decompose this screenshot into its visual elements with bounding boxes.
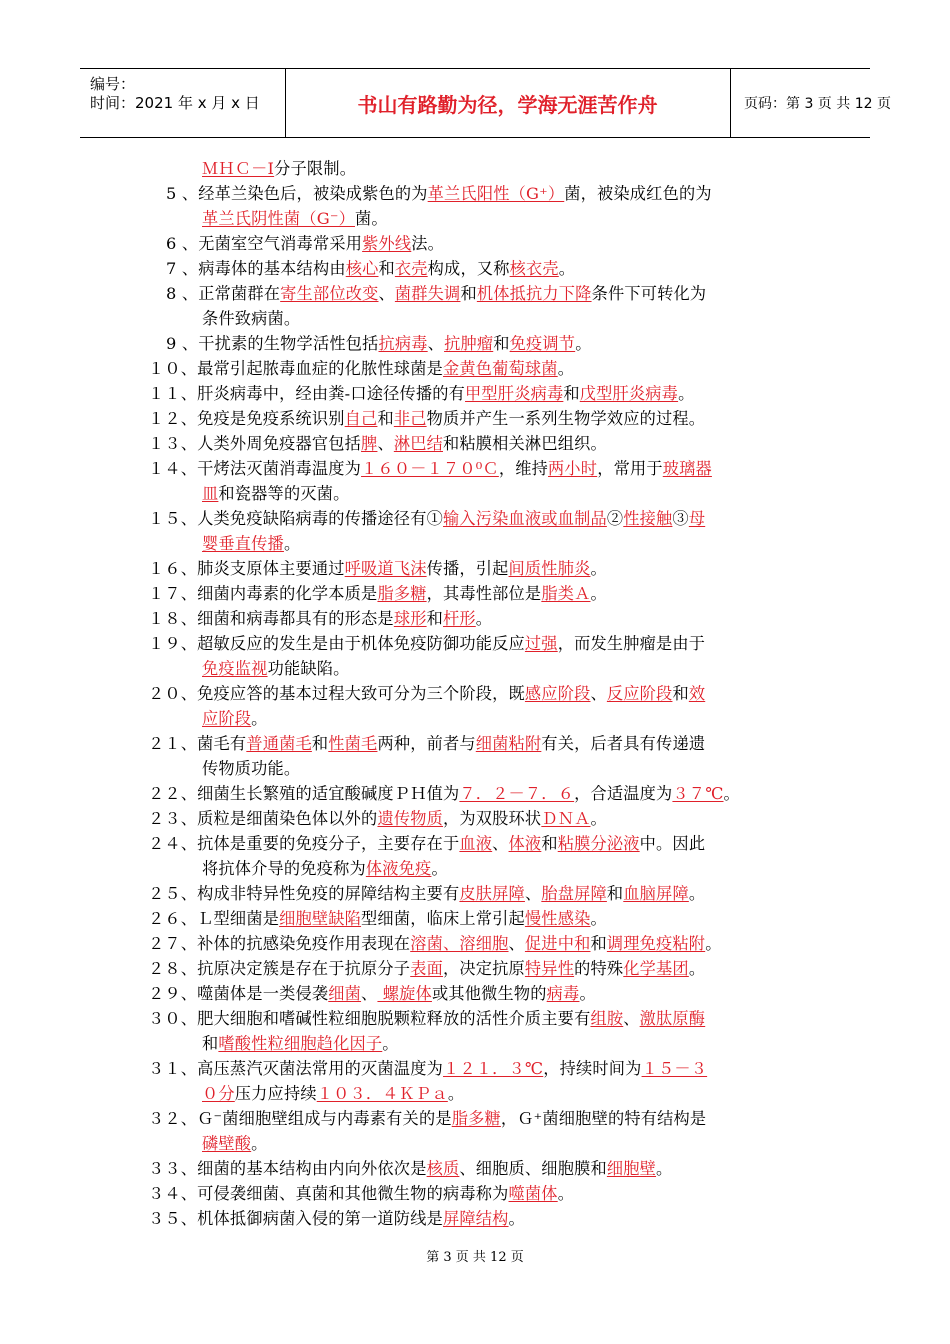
text-line xyxy=(148,681,705,706)
question-text: ，合适温度为 xyxy=(574,784,673,803)
answer-text: ＤＮＡ xyxy=(541,809,591,828)
question-text: 和 xyxy=(377,409,394,428)
answer-text: 金黄色葡萄球菌 xyxy=(442,359,558,378)
text-line xyxy=(148,431,607,456)
answer-text: 婴垂直传播 xyxy=(202,534,284,553)
text-line xyxy=(148,981,596,1006)
answer-text: １０３．４ＫＰａ xyxy=(316,1084,448,1103)
answer-text: 慢性感染 xyxy=(524,909,591,928)
question-text: １９、超敏反应的发生是由于机体免疫防御功能反应 xyxy=(148,634,525,653)
question-text: 。 xyxy=(508,1209,525,1228)
question-text: ２１、菌毛有 xyxy=(148,734,247,753)
answer-text: ０分 xyxy=(202,1084,235,1103)
text-line xyxy=(148,1206,525,1231)
answer-text: 母 xyxy=(688,509,706,528)
question-text: 5 、经革兰染色后，被染成紫色的为 xyxy=(166,184,428,203)
question-text: 。 xyxy=(475,609,493,628)
answer-text: 寄生部位改变 xyxy=(280,284,379,303)
answer-text: 化学基团 xyxy=(623,959,689,978)
answer-text: 溶菌、溶细胞 xyxy=(410,934,509,953)
question-text: 或其他微生物的 xyxy=(431,984,547,1003)
question-text: ② xyxy=(606,509,624,528)
question-text: ，常用于 xyxy=(597,459,663,478)
text-line xyxy=(202,1031,399,1056)
question-text: 有关，后者具有传递遗 xyxy=(541,734,706,753)
answer-text: 抗肿瘤 xyxy=(444,334,494,353)
question-text: 。 xyxy=(251,709,268,728)
page-header xyxy=(80,68,891,138)
question-text: １４、干烤法灭菌消毒温度为 xyxy=(148,459,362,478)
text-line xyxy=(202,1081,464,1106)
text-line xyxy=(202,706,268,731)
answer-text: 间质性肺炎 xyxy=(508,559,591,578)
answer-text: ＭＨＣ－Ⅰ xyxy=(202,159,275,178)
question-text: 和 xyxy=(606,884,624,903)
text-line xyxy=(148,1106,706,1131)
question-text: 中。因此 xyxy=(639,834,706,853)
question-text: 和 xyxy=(426,609,443,628)
text-line xyxy=(202,756,300,781)
text-line xyxy=(148,931,722,956)
text-line xyxy=(148,731,705,756)
question-text: 。 xyxy=(688,959,706,978)
question-text: ，为双股环状 xyxy=(443,809,542,828)
answer-text: 皿 xyxy=(202,484,219,503)
answer-text: 螺旋体 xyxy=(377,984,432,1003)
answer-text: 球形 xyxy=(393,609,427,628)
question-text: ２０、免疫应答的基本过程大致可分为三个阶段，既 xyxy=(148,684,525,703)
question-text: 的特殊 xyxy=(574,959,624,978)
question-text: 两种，前者与 xyxy=(377,734,476,753)
text-line xyxy=(166,256,575,281)
answer-text: 皮肤屏障 xyxy=(459,884,525,903)
text-line xyxy=(148,631,705,656)
question-text: ２３、质粒是细菌染色体以外的 xyxy=(148,809,378,828)
question-text: 分子限制。 xyxy=(274,159,357,178)
text-line xyxy=(202,531,300,556)
question-text: 和 xyxy=(541,834,558,853)
text-line xyxy=(148,556,607,581)
question-text: 。 xyxy=(557,359,575,378)
question-text: 、 xyxy=(377,434,394,453)
question-text: 、 xyxy=(590,684,607,703)
question-text: 法。 xyxy=(411,234,445,253)
question-text: 。 xyxy=(557,1184,575,1203)
question-text: 压力应持续 xyxy=(234,1084,317,1103)
question-text: １２、免疫是免疫系统识别 xyxy=(148,409,345,428)
answer-text: 革兰氏阳性（G⁺） xyxy=(427,184,565,203)
question-text: 传物质功能。 xyxy=(202,759,301,778)
text-line xyxy=(166,331,592,356)
question-text: 、 xyxy=(361,984,378,1003)
answer-text: 血脑屏障 xyxy=(623,884,689,903)
text-line xyxy=(148,406,705,431)
text-line xyxy=(166,231,444,256)
question-text: 。 xyxy=(678,384,695,403)
text-line xyxy=(148,356,574,381)
text-line xyxy=(202,1131,268,1156)
question-text: ，持续时间为 xyxy=(543,1059,642,1078)
answer-text: 噬菌体 xyxy=(508,1184,558,1203)
answer-text: 非己 xyxy=(393,409,427,428)
question-text: 9 、干扰素的生物学活性包括 xyxy=(166,334,379,353)
question-text: 和 xyxy=(378,259,395,278)
answer-text: 血液 xyxy=(459,834,493,853)
question-text: 。 xyxy=(575,334,592,353)
header-meta xyxy=(80,69,286,137)
answer-text: 淋巴结 xyxy=(393,434,443,453)
text-line xyxy=(148,906,607,931)
header-page-number: 页码：第 3 页 共 12 页 xyxy=(744,96,891,112)
question-text: ，维持 xyxy=(498,459,549,478)
question-text: 和 xyxy=(460,284,477,303)
question-text: 。 xyxy=(590,584,607,603)
answer-text: 普通菌毛 xyxy=(246,734,312,753)
question-text: 8 、正常菌群在 xyxy=(166,284,281,303)
answer-text: 性菌毛 xyxy=(328,734,378,753)
page-footer: 第 3 页 共 12 页 xyxy=(426,1250,524,1265)
text-line xyxy=(202,156,356,181)
answer-text: 粘膜分泌液 xyxy=(557,834,640,853)
text-line xyxy=(148,781,740,806)
text-line xyxy=(202,306,300,331)
text-line xyxy=(148,831,705,856)
text-line xyxy=(202,206,388,231)
answer-text: 特异性 xyxy=(524,959,575,978)
question-text: ２８、抗原决定簇是存在于抗原分子 xyxy=(148,959,411,978)
answer-text: 免疫调节 xyxy=(509,334,576,353)
question-text: ２６、Ｌ型细菌是 xyxy=(148,909,280,928)
header-number: 编号： xyxy=(90,75,136,93)
question-text: ，决定抗原 xyxy=(442,959,525,978)
answer-text: 玻璃器 xyxy=(662,459,712,478)
answer-text: 感应阶段 xyxy=(524,684,591,703)
text-line xyxy=(202,656,350,681)
answer-text: 抗病毒 xyxy=(378,334,428,353)
question-text: 功能缺陷。 xyxy=(267,659,350,678)
question-text: 、 xyxy=(508,934,525,953)
question-text: ２５、构成非特异性免疫的屏障结构主要有 xyxy=(148,884,460,903)
question-text: 、细胞质、细胞膜和 xyxy=(459,1159,607,1178)
answer-text: 表面 xyxy=(410,959,443,978)
answer-text: 反应阶段 xyxy=(606,684,673,703)
answer-text: 脾 xyxy=(361,434,378,453)
answer-text: 细菌 xyxy=(328,984,362,1003)
question-text: 、 xyxy=(524,884,542,903)
answer-text: １５－３ xyxy=(641,1059,708,1078)
answer-text: ３７℃ xyxy=(672,784,724,803)
question-text: ３２、Ｇ⁻菌细胞壁组成与内毒素有关的是 xyxy=(148,1109,452,1128)
question-text: 和粘膜相关淋巴组织。 xyxy=(443,434,607,453)
answer-text: 遗传物质 xyxy=(377,809,443,828)
question-text: １６、肺炎支原体主要通过 xyxy=(148,559,345,578)
answer-text: 激肽原酶 xyxy=(639,1009,706,1028)
answer-text: 甲型肝炎病毒 xyxy=(465,384,564,403)
question-text: ，Ｇ⁺菌细胞壁的特有结构是 xyxy=(500,1109,707,1128)
answer-text: 革兰氏阴性菌（G⁻） xyxy=(202,209,355,228)
question-text: 。 xyxy=(705,934,722,953)
answer-text: 细胞壁缺陷 xyxy=(279,909,362,928)
text-line xyxy=(148,1156,672,1181)
text-line xyxy=(166,181,712,206)
question-text: １８、细菌和病毒都具有的形态是 xyxy=(148,609,394,628)
answer-text: 效 xyxy=(688,684,706,703)
question-text: 。 xyxy=(590,809,607,828)
answer-text: 体液免疫 xyxy=(365,859,432,878)
question-text: 。 xyxy=(688,884,706,903)
question-text: 菌。 xyxy=(354,209,388,228)
question-text: 菌，被染成红色的为 xyxy=(564,184,712,203)
answer-text: 自己 xyxy=(344,409,378,428)
question-text: ３０、肥大细胞和嗜碱性粒细胞脱颗粒释放的活性介质主要有 xyxy=(148,1009,591,1028)
question-text: ３１、高压蒸汽灭菌法常用的灭菌温度为 xyxy=(148,1059,443,1078)
question-text: 。 xyxy=(590,559,607,578)
answer-text: 促进中和 xyxy=(524,934,591,953)
header-motto: 书山有路勤为径，学海无涯苦作舟 xyxy=(285,69,731,137)
question-text: 物质并产生一系列生物学效应的过程。 xyxy=(426,409,706,428)
question-text: 6 、无菌室空气消毒常采用 xyxy=(166,234,363,253)
text-line xyxy=(148,1006,705,1031)
answer-text: 戊型肝炎病毒 xyxy=(579,384,679,403)
text-line xyxy=(202,481,350,506)
question-text: ，而发生肿瘤是由于 xyxy=(557,634,706,653)
text-line xyxy=(148,506,705,531)
question-text: 、 xyxy=(427,334,445,353)
answer-text: ７．２－７．６ xyxy=(459,784,575,803)
question-text: ３３、细菌的基本结构由内向外依次是 xyxy=(148,1159,427,1178)
text-line xyxy=(148,456,712,481)
question-text: １１、肝炎病毒中，经由粪-口途径传播的有 xyxy=(148,384,466,403)
question-text: １５、人类免疫缺陷病毒的传播途径有① xyxy=(148,509,443,528)
text-line xyxy=(202,856,448,881)
question-text: 和 xyxy=(672,684,689,703)
text-line xyxy=(148,381,694,406)
text-line xyxy=(148,806,607,831)
question-text: 。 xyxy=(431,859,448,878)
question-text: 。 xyxy=(447,1084,465,1103)
question-text: ２４、抗体是重要的免疫分子，主要存在于 xyxy=(148,834,460,853)
question-text: １７、细菌内毒素的化学本质是 xyxy=(148,584,378,603)
answer-text: 组胺 xyxy=(590,1009,624,1028)
question-text: ③ xyxy=(672,509,689,528)
header-time: 时间：2021 年 x 月 x 日 xyxy=(90,94,260,112)
text-line xyxy=(148,606,492,631)
question-text: 传播，引起 xyxy=(426,559,509,578)
answer-text: 菌群失调 xyxy=(394,284,461,303)
answer-text: 体液 xyxy=(508,834,542,853)
question-text: 。 xyxy=(723,784,740,803)
question-text: 。 xyxy=(251,1134,268,1153)
answer-text: 胎盘屏障 xyxy=(541,884,607,903)
question-text: 、 xyxy=(492,834,509,853)
question-text: 条件致病菌。 xyxy=(202,309,301,328)
answer-text: 磷壁酸 xyxy=(202,1134,252,1153)
answer-text: 嗜酸性粒细胞趋化因子 xyxy=(218,1034,383,1053)
question-text: 。 xyxy=(283,534,301,553)
answer-text: 衣壳 xyxy=(394,259,428,278)
question-text: 和 xyxy=(311,734,329,753)
answer-text: １６０－１７０⁰Ｃ xyxy=(361,459,499,478)
answer-text: 杆形 xyxy=(442,609,476,628)
question-text: 。 xyxy=(558,259,576,278)
answer-text: 脂多糖 xyxy=(451,1109,501,1128)
answer-text: 过强 xyxy=(524,634,558,653)
question-text: ，其毒性部位是 xyxy=(426,584,542,603)
answer-text: 病毒 xyxy=(546,984,580,1003)
answer-text: 输入污染血液或血制品 xyxy=(442,509,607,528)
question-text: 。 xyxy=(590,909,607,928)
answer-text: 免疫监视 xyxy=(202,659,268,678)
question-text: 、 xyxy=(378,284,395,303)
answer-text: 应阶段 xyxy=(202,709,252,728)
text-line xyxy=(148,1181,574,1206)
question-text: ３４、可侵袭细菌、真菌和其他微生物的病毒称为 xyxy=(148,1184,509,1203)
question-text: ２２、细菌生长繁殖的适宜酸碱度ＰＨ值为 xyxy=(148,784,460,803)
question-text: 、 xyxy=(623,1009,640,1028)
answer-text: 脂多糖 xyxy=(377,584,427,603)
question-text: １３、人类外周免疫器官包括 xyxy=(148,434,362,453)
text-line xyxy=(148,956,705,981)
question-text: ３５、机体抵御病菌入侵的第一道防线是 xyxy=(148,1209,443,1228)
question-text: 和瓷器等的灭菌。 xyxy=(218,484,350,503)
answer-text: 性接触 xyxy=(623,509,673,528)
answer-text: 呼吸道飞沫 xyxy=(344,559,427,578)
question-text: 和 xyxy=(563,384,580,403)
answer-text: 核衣壳 xyxy=(509,259,559,278)
text-line xyxy=(148,881,705,906)
question-text: 条件下可转化为 xyxy=(591,284,707,303)
question-text: 和 xyxy=(493,334,510,353)
question-text: 型细菌，临床上常引起 xyxy=(361,909,525,928)
answer-text: 细胞壁 xyxy=(606,1159,657,1178)
text-line xyxy=(148,1056,707,1081)
answer-text: 核质 xyxy=(426,1159,460,1178)
question-text: 。 xyxy=(656,1159,673,1178)
answer-text: 两小时 xyxy=(548,459,598,478)
answer-text: 紫外线 xyxy=(362,234,412,253)
answer-text: 屏障结构 xyxy=(442,1209,509,1228)
question-text: 构成，又称 xyxy=(427,259,510,278)
question-text: 将抗体介导的免疫称为 xyxy=(202,859,366,878)
question-text: 。 xyxy=(382,1034,399,1053)
answer-text: 细菌粘附 xyxy=(475,734,542,753)
text-line xyxy=(148,581,607,606)
answer-text: 脂类Ａ xyxy=(541,584,591,603)
answer-text: １２１．３℃ xyxy=(442,1059,544,1078)
question-text: 7 、病毒体的基本结构由 xyxy=(166,259,346,278)
answer-text: 调理免疫粘附 xyxy=(606,934,706,953)
question-text: 和 xyxy=(202,1034,219,1053)
question-text: 和 xyxy=(590,934,607,953)
answer-text: 机体抵抗力下降 xyxy=(476,284,592,303)
text-line xyxy=(166,281,706,306)
question-text: １０、最常引起脓毒血症的化脓性球菌是 xyxy=(148,359,443,378)
question-text: ２９、噬菌体是一类侵袭 xyxy=(148,984,329,1003)
answer-text: 核心 xyxy=(345,259,379,278)
question-text: 。 xyxy=(579,984,596,1003)
question-text: ２７、补体的抗感染免疫作用表现在 xyxy=(148,934,411,953)
